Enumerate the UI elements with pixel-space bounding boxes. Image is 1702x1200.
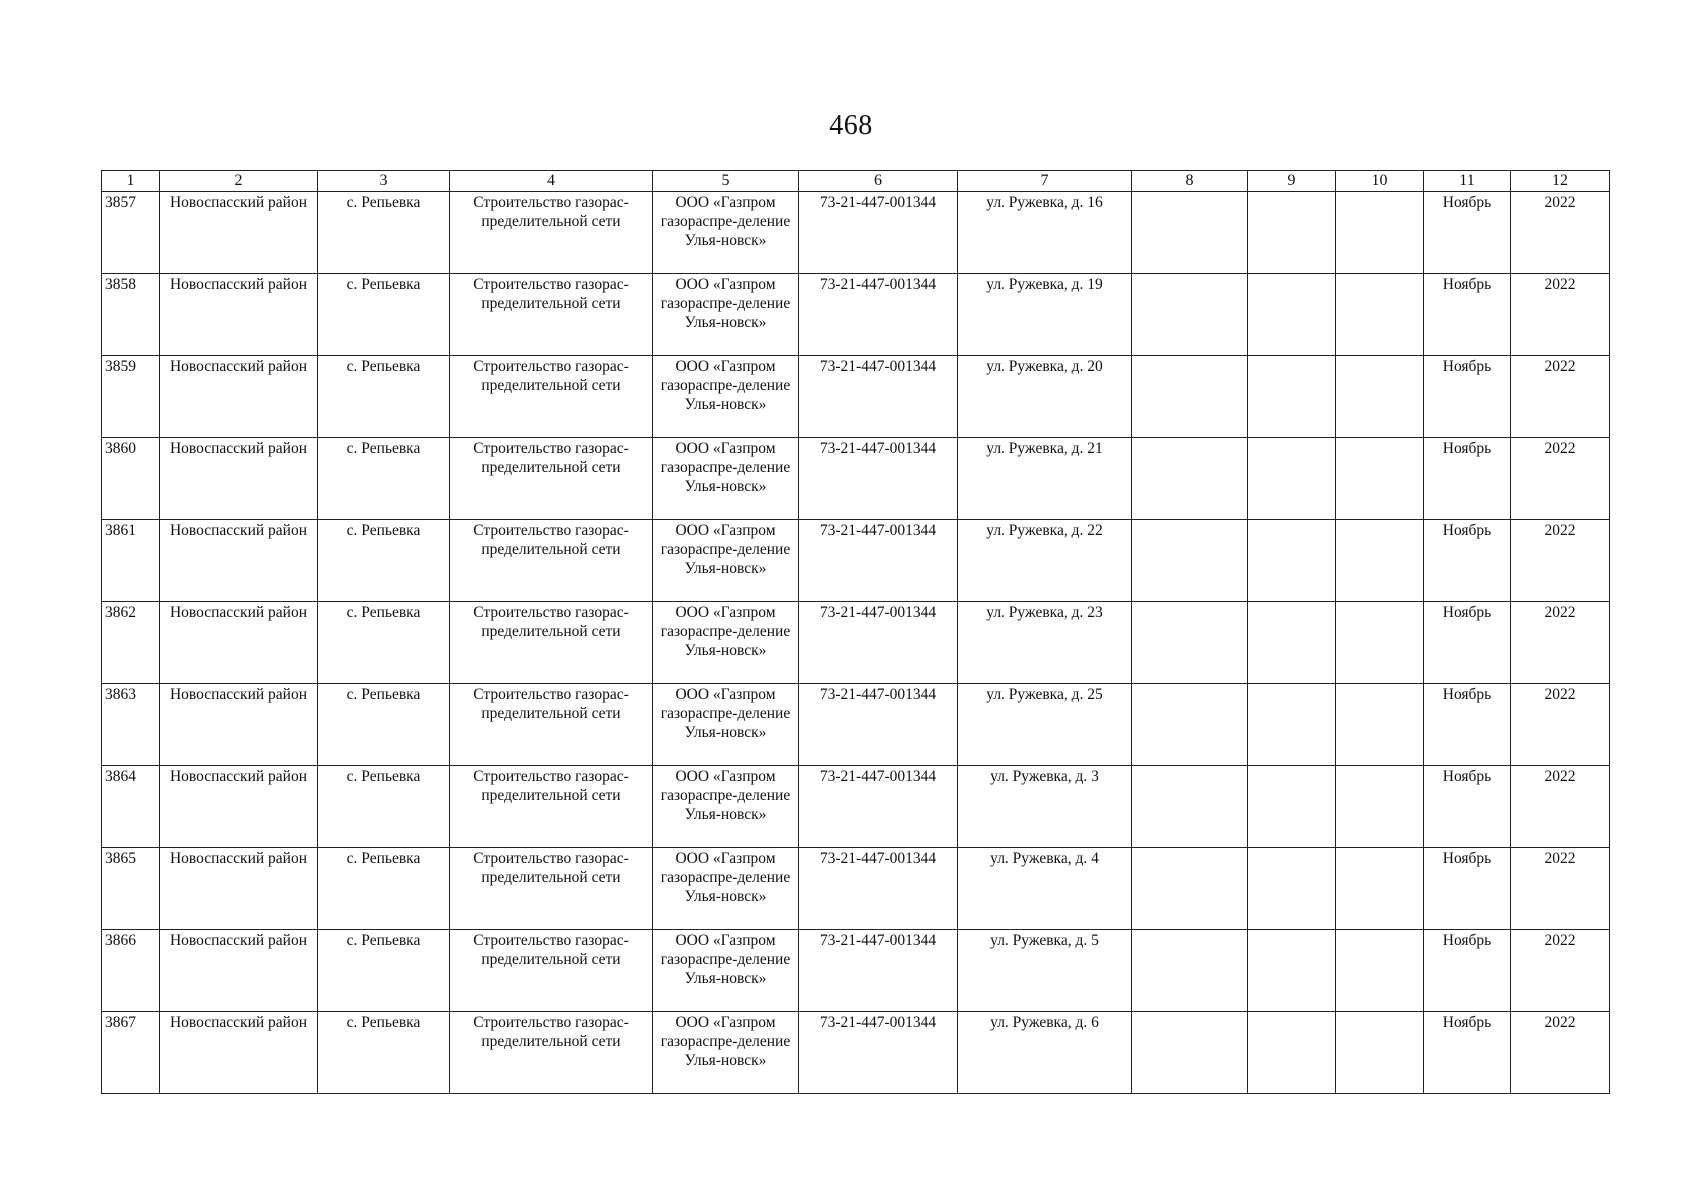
settlement-cell: с. Репьевка — [318, 684, 450, 766]
month-cell: Ноябрь — [1424, 192, 1511, 274]
year-cell: 2022 — [1511, 602, 1610, 684]
table-row — [102, 1012, 1610, 1094]
organization-cell: ООО «Газпром газораспре-деление Улья-новск» — [653, 356, 799, 438]
settlement-cell: с. Репьевка — [318, 848, 450, 930]
page-number: 468 — [829, 110, 873, 141]
settlement-cell: с. Репьевка — [318, 766, 450, 848]
settlement-cell: с. Репьевка — [318, 1012, 450, 1094]
table-row — [102, 274, 1610, 356]
year-cell: 2022 — [1511, 848, 1610, 930]
column-8-cell — [1132, 602, 1248, 684]
district-cell: Новоспасский район — [160, 848, 318, 930]
address-cell: ул. Ружевка, д. 23 — [958, 602, 1132, 684]
work-type-cell: Строительство газорас-пределительной сети — [450, 930, 653, 1012]
address-cell: ул. Ружевка, д. 5 — [958, 930, 1132, 1012]
object-code-cell: 73-21-447-001344 — [799, 766, 958, 848]
column-10-cell — [1336, 930, 1424, 1012]
row-number-cell: 3860 — [102, 438, 160, 520]
table-row — [102, 684, 1610, 766]
object-code-cell: 73-21-447-001344 — [799, 1012, 958, 1094]
column-8-cell — [1132, 192, 1248, 274]
column-header: 9 — [1248, 171, 1336, 192]
object-code-cell: 73-21-447-001344 — [799, 520, 958, 602]
district-cell: Новоспасский район — [160, 520, 318, 602]
column-10-cell — [1336, 192, 1424, 274]
year-cell: 2022 — [1511, 438, 1610, 520]
district-cell: Новоспасский район — [160, 602, 318, 684]
organization-cell: ООО «Газпром газораспре-деление Улья-новск» — [653, 684, 799, 766]
address-cell: ул. Ружевка, д. 21 — [958, 438, 1132, 520]
organization-cell: ООО «Газпром газораспре-деление Улья-новск» — [653, 438, 799, 520]
object-code-cell: 73-21-447-001344 — [799, 602, 958, 684]
year-cell: 2022 — [1511, 766, 1610, 848]
column-9-cell — [1248, 192, 1336, 274]
table-row — [102, 356, 1610, 438]
work-type-cell: Строительство газорас-пределительной сети — [450, 684, 653, 766]
table-row — [102, 602, 1610, 684]
address-cell: ул. Ружевка, д. 19 — [958, 274, 1132, 356]
year-cell: 2022 — [1511, 356, 1610, 438]
row-number-cell: 3857 — [102, 192, 160, 274]
register-table — [101, 170, 1610, 1094]
year-cell: 2022 — [1511, 520, 1610, 602]
organization-cell: ООО «Газпром газораспре-деление Улья-новск» — [653, 192, 799, 274]
address-cell: ул. Ружевка, д. 16 — [958, 192, 1132, 274]
year-cell: 2022 — [1511, 1012, 1610, 1094]
settlement-cell: с. Репьевка — [318, 602, 450, 684]
district-cell: Новоспасский район — [160, 684, 318, 766]
year-cell: 2022 — [1511, 684, 1610, 766]
organization-cell: ООО «Газпром газораспре-деление Улья-новск» — [653, 930, 799, 1012]
column-9-cell — [1248, 356, 1336, 438]
settlement-cell: с. Репьевка — [318, 192, 450, 274]
column-10-cell — [1336, 602, 1424, 684]
table-row — [102, 520, 1610, 602]
settlement-cell: с. Репьевка — [318, 356, 450, 438]
work-type-cell: Строительство газорас-пределительной сети — [450, 438, 653, 520]
address-cell: ул. Ружевка, д. 20 — [958, 356, 1132, 438]
row-number-cell: 3863 — [102, 684, 160, 766]
month-cell: Ноябрь — [1424, 356, 1511, 438]
column-header: 4 — [450, 171, 653, 192]
address-cell: ул. Ружевка, д. 25 — [958, 684, 1132, 766]
table-row — [102, 438, 1610, 520]
month-cell: Ноябрь — [1424, 930, 1511, 1012]
column-9-cell — [1248, 438, 1336, 520]
column-8-cell — [1132, 438, 1248, 520]
row-number-cell: 3866 — [102, 930, 160, 1012]
work-type-cell: Строительство газорас-пределительной сети — [450, 356, 653, 438]
column-8-cell — [1132, 930, 1248, 1012]
column-8-cell — [1132, 684, 1248, 766]
row-number-cell: 3861 — [102, 520, 160, 602]
address-cell: ул. Ружевка, д. 3 — [958, 766, 1132, 848]
column-9-cell — [1248, 520, 1336, 602]
month-cell: Ноябрь — [1424, 602, 1511, 684]
month-cell: Ноябрь — [1424, 520, 1511, 602]
column-10-cell — [1336, 356, 1424, 438]
year-cell: 2022 — [1511, 192, 1610, 274]
work-type-cell: Строительство газорас-пределительной сети — [450, 848, 653, 930]
district-cell: Новоспасский район — [160, 766, 318, 848]
column-10-cell — [1336, 848, 1424, 930]
address-cell: ул. Ружевка, д. 6 — [958, 1012, 1132, 1094]
table-row — [102, 766, 1610, 848]
table-body — [102, 192, 1610, 1094]
district-cell: Новоспасский район — [160, 192, 318, 274]
work-type-cell: Строительство газорас-пределительной сети — [450, 766, 653, 848]
settlement-cell: с. Репьевка — [318, 520, 450, 602]
month-cell: Ноябрь — [1424, 274, 1511, 356]
column-10-cell — [1336, 684, 1424, 766]
month-cell: Ноябрь — [1424, 438, 1511, 520]
address-cell: ул. Ружевка, д. 22 — [958, 520, 1132, 602]
organization-cell: ООО «Газпром газораспре-деление Улья-новск» — [653, 602, 799, 684]
work-type-cell: Строительство газорас-пределительной сети — [450, 602, 653, 684]
organization-cell: ООО «Газпром газораспре-деление Улья-новск» — [653, 520, 799, 602]
column-header: 11 — [1424, 171, 1511, 192]
object-code-cell: 73-21-447-001344 — [799, 930, 958, 1012]
column-9-cell — [1248, 848, 1336, 930]
district-cell: Новоспасский район — [160, 1012, 318, 1094]
object-code-cell: 73-21-447-001344 — [799, 356, 958, 438]
column-9-cell — [1248, 1012, 1336, 1094]
row-number-cell: 3858 — [102, 274, 160, 356]
district-cell: Новоспасский район — [160, 438, 318, 520]
column-10-cell — [1336, 520, 1424, 602]
object-code-cell: 73-21-447-001344 — [799, 192, 958, 274]
table-row — [102, 930, 1610, 1012]
column-header: 10 — [1336, 171, 1424, 192]
column-8-cell — [1132, 848, 1248, 930]
column-header: 3 — [318, 171, 450, 192]
column-9-cell — [1248, 274, 1336, 356]
column-header: 8 — [1132, 171, 1248, 192]
work-type-cell: Строительство газорас-пределительной сети — [450, 520, 653, 602]
row-number-cell: 3865 — [102, 848, 160, 930]
table-row — [102, 848, 1610, 930]
year-cell: 2022 — [1511, 930, 1610, 1012]
district-cell: Новоспасский район — [160, 356, 318, 438]
column-number-row — [102, 171, 1610, 192]
column-8-cell — [1132, 274, 1248, 356]
object-code-cell: 73-21-447-001344 — [799, 848, 958, 930]
work-type-cell: Строительство газорас-пределительной сети — [450, 1012, 653, 1094]
settlement-cell: с. Репьевка — [318, 930, 450, 1012]
column-10-cell — [1336, 274, 1424, 356]
column-10-cell — [1336, 438, 1424, 520]
column-header: 12 — [1511, 171, 1610, 192]
table-row — [102, 192, 1610, 274]
row-number-cell: 3859 — [102, 356, 160, 438]
month-cell: Ноябрь — [1424, 1012, 1511, 1094]
organization-cell: ООО «Газпром газораспре-деление Улья-новск» — [653, 274, 799, 356]
organization-cell: ООО «Газпром газораспре-деление Улья-новск» — [653, 1012, 799, 1094]
year-cell: 2022 — [1511, 274, 1610, 356]
district-cell: Новоспасский район — [160, 274, 318, 356]
column-9-cell — [1248, 930, 1336, 1012]
column-10-cell — [1336, 1012, 1424, 1094]
column-header: 2 — [160, 171, 318, 192]
column-8-cell — [1132, 1012, 1248, 1094]
work-type-cell: Строительство газорас-пределительной сети — [450, 274, 653, 356]
address-cell: ул. Ружевка, д. 4 — [958, 848, 1132, 930]
column-8-cell — [1132, 766, 1248, 848]
column-header: 1 — [102, 171, 160, 192]
object-code-cell: 73-21-447-001344 — [799, 438, 958, 520]
settlement-cell: с. Репьевка — [318, 438, 450, 520]
row-number-cell: 3864 — [102, 766, 160, 848]
month-cell: Ноябрь — [1424, 766, 1511, 848]
row-number-cell: 3867 — [102, 1012, 160, 1094]
column-9-cell — [1248, 766, 1336, 848]
month-cell: Ноябрь — [1424, 848, 1511, 930]
object-code-cell: 73-21-447-001344 — [799, 274, 958, 356]
column-header: 5 — [653, 171, 799, 192]
column-9-cell — [1248, 684, 1336, 766]
month-cell: Ноябрь — [1424, 684, 1511, 766]
column-8-cell — [1132, 520, 1248, 602]
column-header: 7 — [958, 171, 1132, 192]
row-number-cell: 3862 — [102, 602, 160, 684]
column-8-cell — [1132, 356, 1248, 438]
column-9-cell — [1248, 602, 1336, 684]
organization-cell: ООО «Газпром газораспре-деление Улья-новск» — [653, 766, 799, 848]
work-type-cell: Строительство газорас-пределительной сети — [450, 192, 653, 274]
object-code-cell: 73-21-447-001344 — [799, 684, 958, 766]
settlement-cell: с. Репьевка — [318, 274, 450, 356]
column-header: 6 — [799, 171, 958, 192]
column-10-cell — [1336, 766, 1424, 848]
organization-cell: ООО «Газпром газораспре-деление Улья-новск» — [653, 848, 799, 930]
district-cell: Новоспасский район — [160, 930, 318, 1012]
